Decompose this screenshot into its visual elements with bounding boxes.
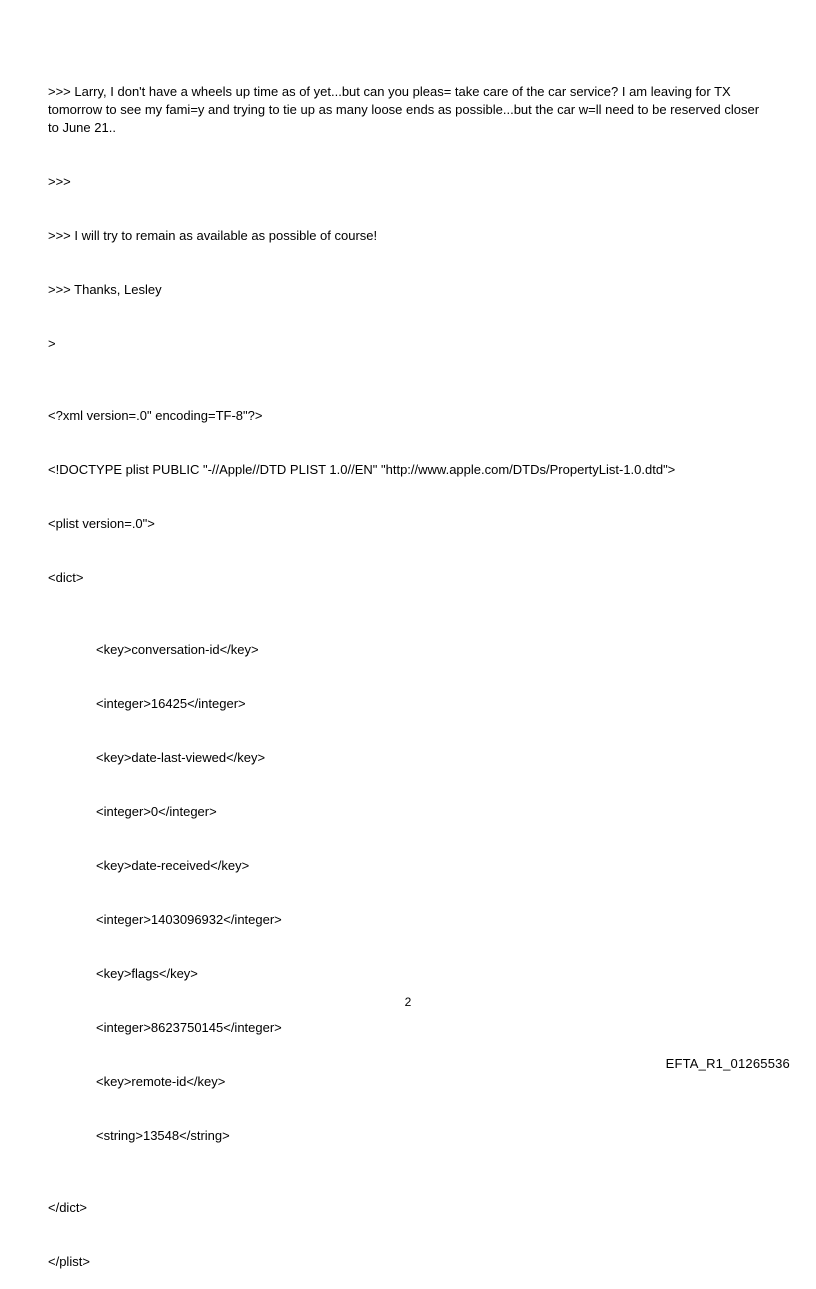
page-number: 2 — [404, 995, 412, 1009]
dict-open-line: <dict> — [48, 570, 84, 585]
plist-close-line: </plist> — [48, 1254, 90, 1269]
email-line: >>> I will try to remain as available as possible of course! — [48, 228, 378, 243]
dict-entry-line: <string>13548</string> — [96, 1128, 230, 1143]
dict-entry-line: <integer>8623750145</integer> — [96, 1020, 282, 1035]
dict-entry-line: <key>date-last-viewed</key> — [96, 750, 266, 765]
email-line: >>> Thanks, Lesley — [48, 282, 162, 297]
dict-entry-line: <integer>0</integer> — [96, 804, 217, 819]
dict-entry-line: <key>conversation-id</key> — [96, 642, 259, 657]
doctype-line: <!DOCTYPE plist PUBLIC "-//Apple//DTD PLIST 1.0//EN" "http://www.apple.com/DTDs/PropertyList-1.0.dtd"> — [48, 462, 676, 477]
xml-declaration-line: <?xml version=.0" encoding=TF-8"?> — [48, 408, 263, 423]
dict-close-line: </dict> — [48, 1200, 88, 1215]
document-body — [48, 47, 768, 1289]
dict-entry-line: <integer>16425</integer> — [96, 696, 246, 711]
email-line: >>> — [48, 174, 71, 189]
email-line: >>> Larry, I don't have a wheels up time as of yet...but can you pleas= take care of the car service? I am leaving for TX tomorrow to see my fami=y and trying to tie up as many loose ends as possible...but the car w=ll need to be reserved closer to June 21.. — [48, 84, 760, 135]
email-line: > — [48, 336, 56, 351]
bates-number: EFTA_R1_01265536 — [665, 1056, 790, 1071]
dict-entry-line: <integer>1403096932</integer> — [96, 912, 282, 927]
dict-entry-line: <key>remote-id</key> — [96, 1074, 226, 1089]
dict-entry-line: <key>date-received</key> — [96, 858, 250, 873]
plist-open-line: <plist version=.0"> — [48, 516, 155, 531]
dict-entry-line: <key>flags</key> — [96, 966, 198, 981]
